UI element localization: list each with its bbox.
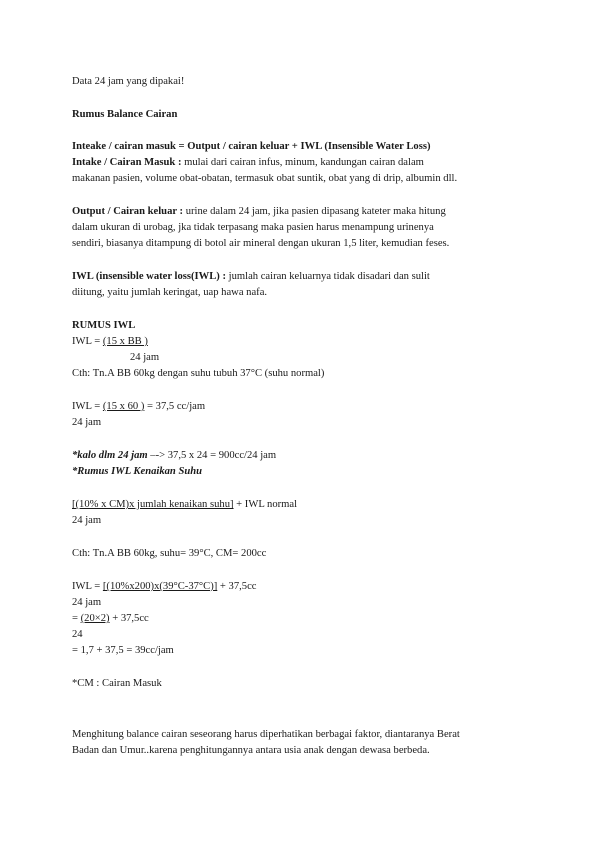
example-1: Cth: Tn.A BB 60kg dengan suhu tubuh 37°C (suhu normal) xyxy=(72,368,325,379)
example-2-step xyxy=(72,612,149,626)
daily-calc-label: *kalo dlm 24 jam xyxy=(72,450,148,461)
step-plus: + 37,5cc xyxy=(109,613,149,624)
heading-rumus-iwl: RUMUS IWL xyxy=(72,320,136,331)
daily-calc xyxy=(72,449,276,463)
output-definition xyxy=(72,205,446,219)
balance-formula: Inteake / cairan masuk = Output / cairan keluar + IWL (Insensible Water Loss) xyxy=(72,141,431,152)
example-1-calc xyxy=(72,400,205,414)
closing-para-2: Badan dan Umur..karena penghitungannya antara usia anak dengan dewasa berbeda. xyxy=(72,745,430,756)
example-2-result: = 1,7 + 37,5 = 39cc/jam xyxy=(72,645,174,656)
cm-note: *CM : Cairan Masuk xyxy=(72,678,162,689)
intake-definition xyxy=(72,156,424,170)
iwl-text-cont: diitung, yaitu jumlah keringat, uap hawa nafa. xyxy=(72,287,268,298)
kenaikan-formula xyxy=(72,498,297,512)
calc2-fraction: [(10%x200)x(39°C-37°C)] xyxy=(102,581,218,592)
intake-text-cont: makanan pasien, volume obat-obatan, termasuk obat suntik, obat yang di drip, albumin dll. xyxy=(72,173,458,184)
calc-fraction: (15 x 60 ) xyxy=(102,401,145,412)
example-2-step-denominator: 24 xyxy=(72,629,83,640)
output-text-cont-2: sendiri, biasanya ditampung di botol air mineral dengan ukuran 1,5 liter, kemudian feses. xyxy=(72,238,450,249)
step-eq: = xyxy=(72,613,81,624)
calc-result: = 37,5 cc/jam xyxy=(144,401,206,412)
example-2-calc xyxy=(72,580,257,594)
example-2: Cth: Tn.A BB 60kg, suhu= 39°C, CM= 200cc xyxy=(72,548,267,559)
step-fraction: (20×2) xyxy=(80,613,110,624)
heading-rumus-balance: Rumus Balance Cairan xyxy=(72,109,178,120)
kenaikan-fraction: [(10% x CM)x jumlah kenaikan suhu] xyxy=(72,499,234,510)
output-text: urine dalam 24 jam, jika pasien dipasang kateter maka hitung xyxy=(183,206,446,217)
iwl-formula-fraction: (15 x BB ) xyxy=(102,336,148,347)
iwl-formula-prefix: IWL = xyxy=(72,336,103,347)
kenaikan-plus: + IWL normal xyxy=(233,499,298,510)
calc-prefix: IWL = xyxy=(72,401,103,412)
heading-kenaikan-suhu: *Rumus IWL Kenaikan Suhu xyxy=(72,466,203,477)
iwl-definition xyxy=(72,270,430,284)
iwl-formula-numerator xyxy=(72,335,148,349)
iwl-term: IWL (insensible water loss(IWL) : xyxy=(72,271,227,282)
closing-para-1: Menghitung balance cairan seseorang harus diperhatikan berbagai faktor, diantaranya Berat xyxy=(72,729,460,740)
intake-term: Intake / Cairan Masuk : xyxy=(72,157,182,168)
daily-calc-result: –-> 37,5 x 24 = 900cc/24 jam xyxy=(147,450,277,461)
example-1-denominator: 24 jam xyxy=(72,417,102,428)
example-2-denominator: 24 jam xyxy=(72,597,102,608)
calc2-plus: + 37,5cc xyxy=(217,581,257,592)
intake-text: mulai dari cairan infus, minum, kandungan cairan dalam xyxy=(181,157,424,168)
iwl-text: jumlah cairan keluarnya tidak disadari dan sulit xyxy=(226,271,430,282)
output-text-cont-1: dalam ukuran di urobag, jka tidak terpasang maka pasien harus menampung urinenya xyxy=(72,222,434,233)
calc2-prefix: IWL = xyxy=(72,581,103,592)
intro-line: Data 24 jam yang dipakai! xyxy=(72,76,185,87)
kenaikan-denominator: 24 jam xyxy=(72,515,102,526)
output-term: Output / Cairan keluar : xyxy=(72,206,184,217)
iwl-formula-denominator: 24 jam xyxy=(130,352,160,363)
